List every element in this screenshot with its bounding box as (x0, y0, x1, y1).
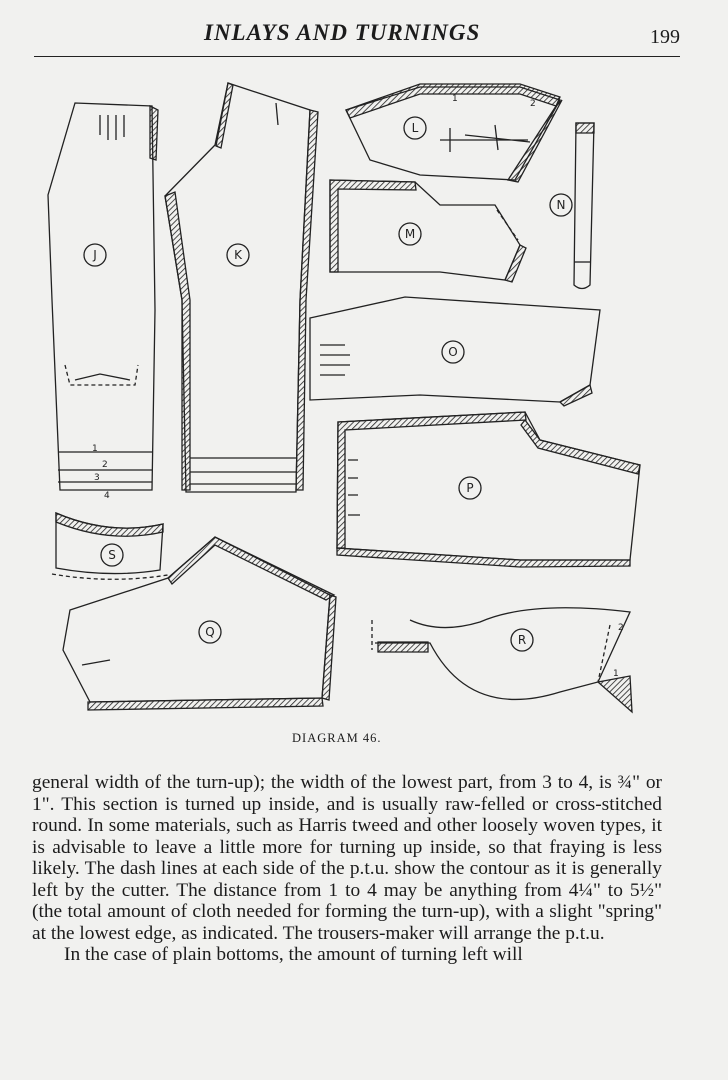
pattern-piece-j (48, 103, 158, 490)
piece-label-o: O (448, 345, 458, 359)
pattern-piece-r (372, 608, 632, 712)
piece-label-q: Q (205, 625, 215, 639)
page-number: 199 (650, 26, 680, 48)
j-step-number: 2 (102, 460, 108, 470)
j-step-number: 3 (94, 473, 100, 483)
j-step-number: 1 (92, 444, 98, 454)
pattern-piece-m (330, 180, 526, 282)
j-step-number: 4 (104, 491, 110, 501)
piece-label-k: K (234, 248, 242, 262)
pattern-diagram (0, 60, 728, 730)
piece-label-l: L (411, 121, 419, 135)
r-number: 2 (618, 623, 624, 633)
piece-label-n: N (556, 198, 566, 212)
paragraph: In the case of plain bottoms, the amount of turning left will (64, 944, 523, 965)
piece-label-m: M (404, 227, 416, 241)
pattern-piece-s (52, 513, 168, 579)
page-header (34, 18, 680, 57)
piece-label-s: S (108, 548, 116, 562)
pattern-piece-k (165, 83, 318, 492)
l-number: 2 (530, 99, 536, 109)
piece-label-j: J (93, 248, 97, 262)
diagram-caption: DIAGRAM 46. (292, 731, 382, 745)
pattern-piece-p (337, 412, 640, 567)
body-text (32, 772, 662, 966)
l-number: 1 (452, 94, 458, 104)
r-number: 1 (613, 669, 619, 679)
paragraph: general width of the turn-up); the width of the lowest part, from 3 to 4, is ¾" or 1". This section is turned up inside, and is usually raw-felled or cross-stitched round. In some materials, such as Harris tweed and other loosely woven types, it is advisable to leave a little more for turning up inside, so that fraying is less likely. The dash lines at each side of the p.t.u. show the contour as it is generally left by the cutter. The distance from 1 to 4 may be anything from 4¼" to 5½" (the total amount of cloth needed for forming the turn-up), with a slight "spring" at the lowest edge, as indicated. The trousers-maker will arrange the p.t.u. (32, 772, 662, 944)
piece-label-r: R (517, 633, 527, 647)
running-title: INLAYS AND TURNINGS (204, 20, 481, 45)
piece-label-p: P (466, 481, 474, 495)
